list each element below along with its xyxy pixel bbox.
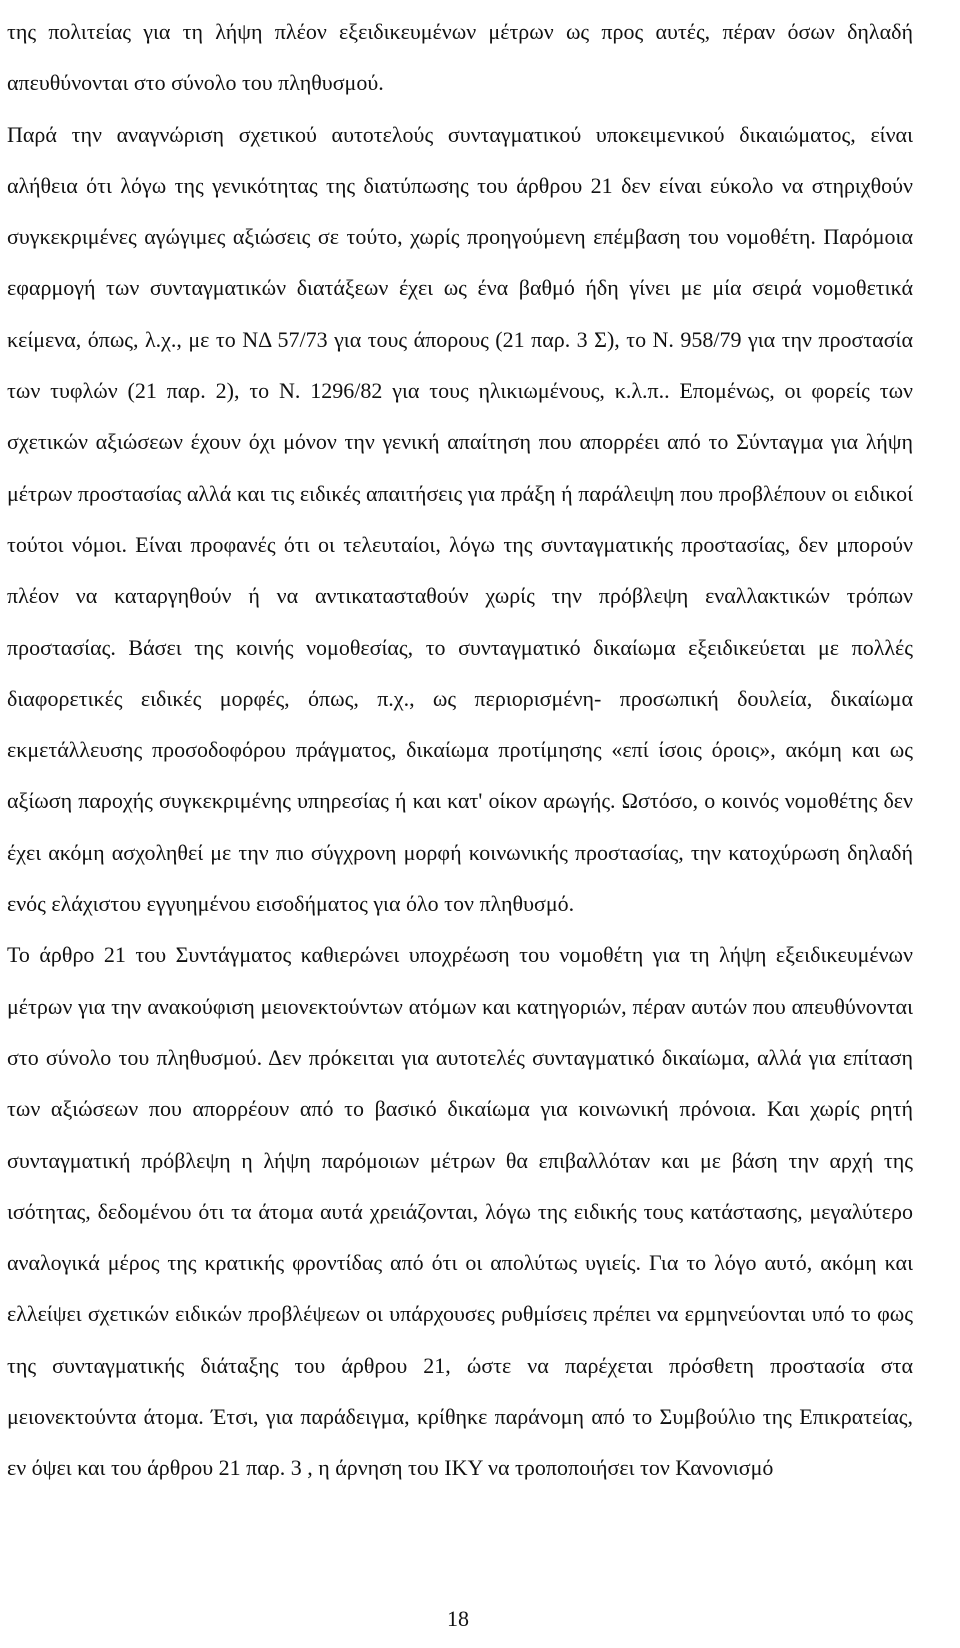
body-text	[7, 6, 913, 1494]
paragraph-continuation: της πολιτείας για τη λήψη πλέον εξειδικευμένων μέτρων ως προς αυτές, πέραν όσων δηλαδή απευθύνονται στο σύνολο του πληθυσμού.	[7, 19, 913, 96]
paragraph-article-21: Το άρθρο 21 του Συντάγματος καθιερώνει υποχρέωση του νομοθέτη για τη λήψη εξειδικευμένων μέτρων για την ανακούφιση μειονεκτούντων ατόμων και κατηγοριών, πέραν αυτών που απευθύνονται στο σύνολο του πληθυσμού. Δεν πρόκειται για αυτοτελές συνταγματικό δικαίωμα, αλλά για επίταση των αξιώσεων που απορρέουν από το βασικό δικαίωμα για κοινωνική πρόνοια. Και χωρίς ρητή συνταγματική πρόβλεψη η λήψη παρόμοιων μέτρων θα επιβαλλόταν και με βάση την αρχή της ισότητας, δεδομένου ότι τα άτομα αυτά χρειάζονται, λόγω της ειδικής τους κατάστασης, μεγαλύτερο αναλογικά μέρος της κρατικής φροντίδας από ότι οι απολύτως υγιείς. Για το λόγο αυτό, ακόμη και ελλείψει σχετικών ειδικών προβλέψεων οι υπάρχουσες ρυθμίσεις πρέπει να ερμηνεύονται υπό το φως της συνταγματικής διάταξης του άρθρου 21, ώστε να παρέχεται πρόσθετη προστασία στα μειονεκτούντα άτομα. Έτσι, για παράδειγμα, κρίθηκε παράνομη από το Συμβούλιο της Επικρατείας, εν όψει και του άρθρου 21 παρ. 3 , η άρνηση του ΙΚΥ να τροποποιήσει τον Κανονισμό	[7, 942, 913, 1481]
paragraph-constitutional-right: Παρά την αναγνώριση σχετικού αυτοτελούς συνταγματικού υποκειμενικού δικαιώματος, είναι αλήθεια ότι λόγω της γενικότητας της διατύπωσης του άρθρου 21 δεν είναι εύκολο να στηριχθούν συγκεκριμένες αγώγιμες αξιώσεις σε τούτο, χωρίς προηγούμενη επέμβαση του νομοθέτη. Παρόμοια εφαρμογή των συνταγματικών διατάξεων έχει ως ένα βαθμό ήδη γίνει με μία σειρά νομοθετικά κείμενα, όπως, λ.χ., με το ΝΔ 57/73 για τους άπορους (21 παρ. 3 Σ), το Ν. 958/79 για την προστασία των τυφλών (21 παρ. 2), το Ν. 1296/82 για τους ηλικιωμένους, κ.λ.π.. Επομένως, οι φορείς των σχετικών αξιώσεων έχουν όχι μόνον την γενική απαίτηση που απορρέει από το Σύνταγμα για λήψη μέτρων προστασίας αλλά και τις ειδικές απαιτήσεις για πράξη ή παράλειψη που προβλέπουν οι ειδικοί τούτοι νόμοι. Είναι προφανές ότι οι τελευταίοι, λόγω της συνταγματικής προστασίας, δεν μπορούν πλέον να καταργηθούν ή να αντικατασταθούν χωρίς την πρόβλεψη εναλλακτικών τρόπων προστασίας. Βάσει της κοινής νομοθεσίας, το συνταγματικό δικαίωμα εξειδικεύεται με πολλές διαφορετικές ειδικές μορφές, όπως, π.χ., ως περιορισμένη- προσωπική δουλεία, δικαίωμα εκμετάλλευσης προσοδοφόρου πράγματος, δικαίωμα προτίμησης «επί ίσοις όροις», ακόμη και ως αξίωση παροχής συγκεκριμένης υπηρεσίας ή και κατ' οίκον αρωγής. Ωστόσο, ο κοινός νομοθέτης δεν έχει ακόμη ασχοληθεί με την πιο σύγχρονη μορφή κοινωνικής προστασίας, την κατοχύρωση δηλαδή ενός ελάχιστου εγγυημένου εισοδήματος για όλο τον πληθυσμό.	[7, 121, 913, 917]
page-number: 18	[447, 1606, 469, 1631]
